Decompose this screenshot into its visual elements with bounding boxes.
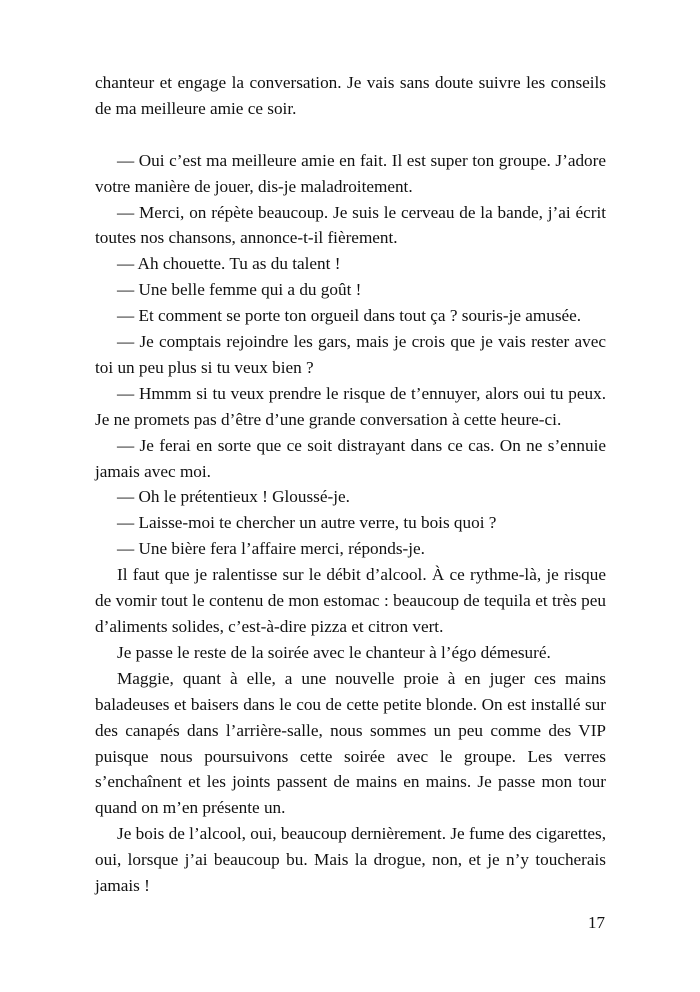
paragraph-12: — Une bière fera l’affaire merci, réponds-je.	[117, 539, 425, 559]
paragraph-5: — Une belle femme qui a du goût !	[117, 280, 362, 300]
paragraph-11: — Laisse-moi te chercher un autre verre, tu bois quoi ?	[117, 513, 497, 533]
page-body	[95, 70, 606, 899]
page-number: 17	[588, 913, 605, 932]
paragraph-14: Je passe le reste de la soirée avec le chanteur à l’égo démesuré.	[117, 642, 551, 662]
paragraph-4: — Ah chouette. Tu as du talent !	[117, 254, 341, 274]
paragraph-1: chanteur et engage la conversation. Je vais sans doute suivre les conseils de ma meilleure amie ce soir.	[95, 73, 606, 118]
paragraph-3: — Merci, on répète beaucoup. Je suis le cerveau de la bande, j’ai écrit toutes nos chansons, annonce-t-il fièrement.	[95, 202, 606, 248]
paragraph-15: Maggie, quant à elle, a une nouvelle proie à en juger ces mains baladeuses et baisers dans le cou de cette petite blonde. On est installé sur des canapés dans l’arrière-salle, nous sommes un peu comme des VIP puisque nous poursuivons cette soirée avec le groupe. Les verres s’enchaînent et les joints passent de mains en mains. Je passe mon tour quand on m’en présente un.	[95, 668, 606, 818]
paragraph-7: — Je comptais rejoindre les gars, mais je crois que je vais rester avec toi un peu plus si tu veux bien ?	[95, 332, 606, 377]
paragraph-13: Il faut que je ralentisse sur le débit d’alcool. À ce rythme-là, je risque de vomir tout le contenu de mon estomac : beaucoup de tequila et très peu d’aliments solides, c’est-à-dire pizza et citron vert.	[95, 565, 606, 637]
paragraph-10: — Oh le prétentieux ! Gloussé-je.	[117, 487, 350, 507]
paragraph-2: — Oui c’est ma meilleure amie en fait. Il est super ton groupe. J’adore votre manière de jouer, dis-je maladroitement.	[95, 150, 606, 196]
paragraph-8: — Hmmm si tu veux prendre le risque de t’ennuyer, alors oui tu peux. Je ne promets pas d’être d’une grande conversation à cette heure-ci.	[95, 383, 606, 429]
paragraph-6: — Et comment se porte ton orgueil dans tout ça ? souris-je amusée.	[117, 306, 582, 326]
paragraph-16: Je bois de l’alcool, oui, beaucoup dernièrement. Je fume des cigarettes, oui, lorsque j’ai beaucoup bu. Mais la drogue, non, et je n’y toucherais jamais !	[95, 824, 606, 896]
paragraph-9: — Je ferai en sorte que ce soit distrayant dans ce cas. On ne s’ennuie jamais avec moi.	[95, 435, 606, 481]
